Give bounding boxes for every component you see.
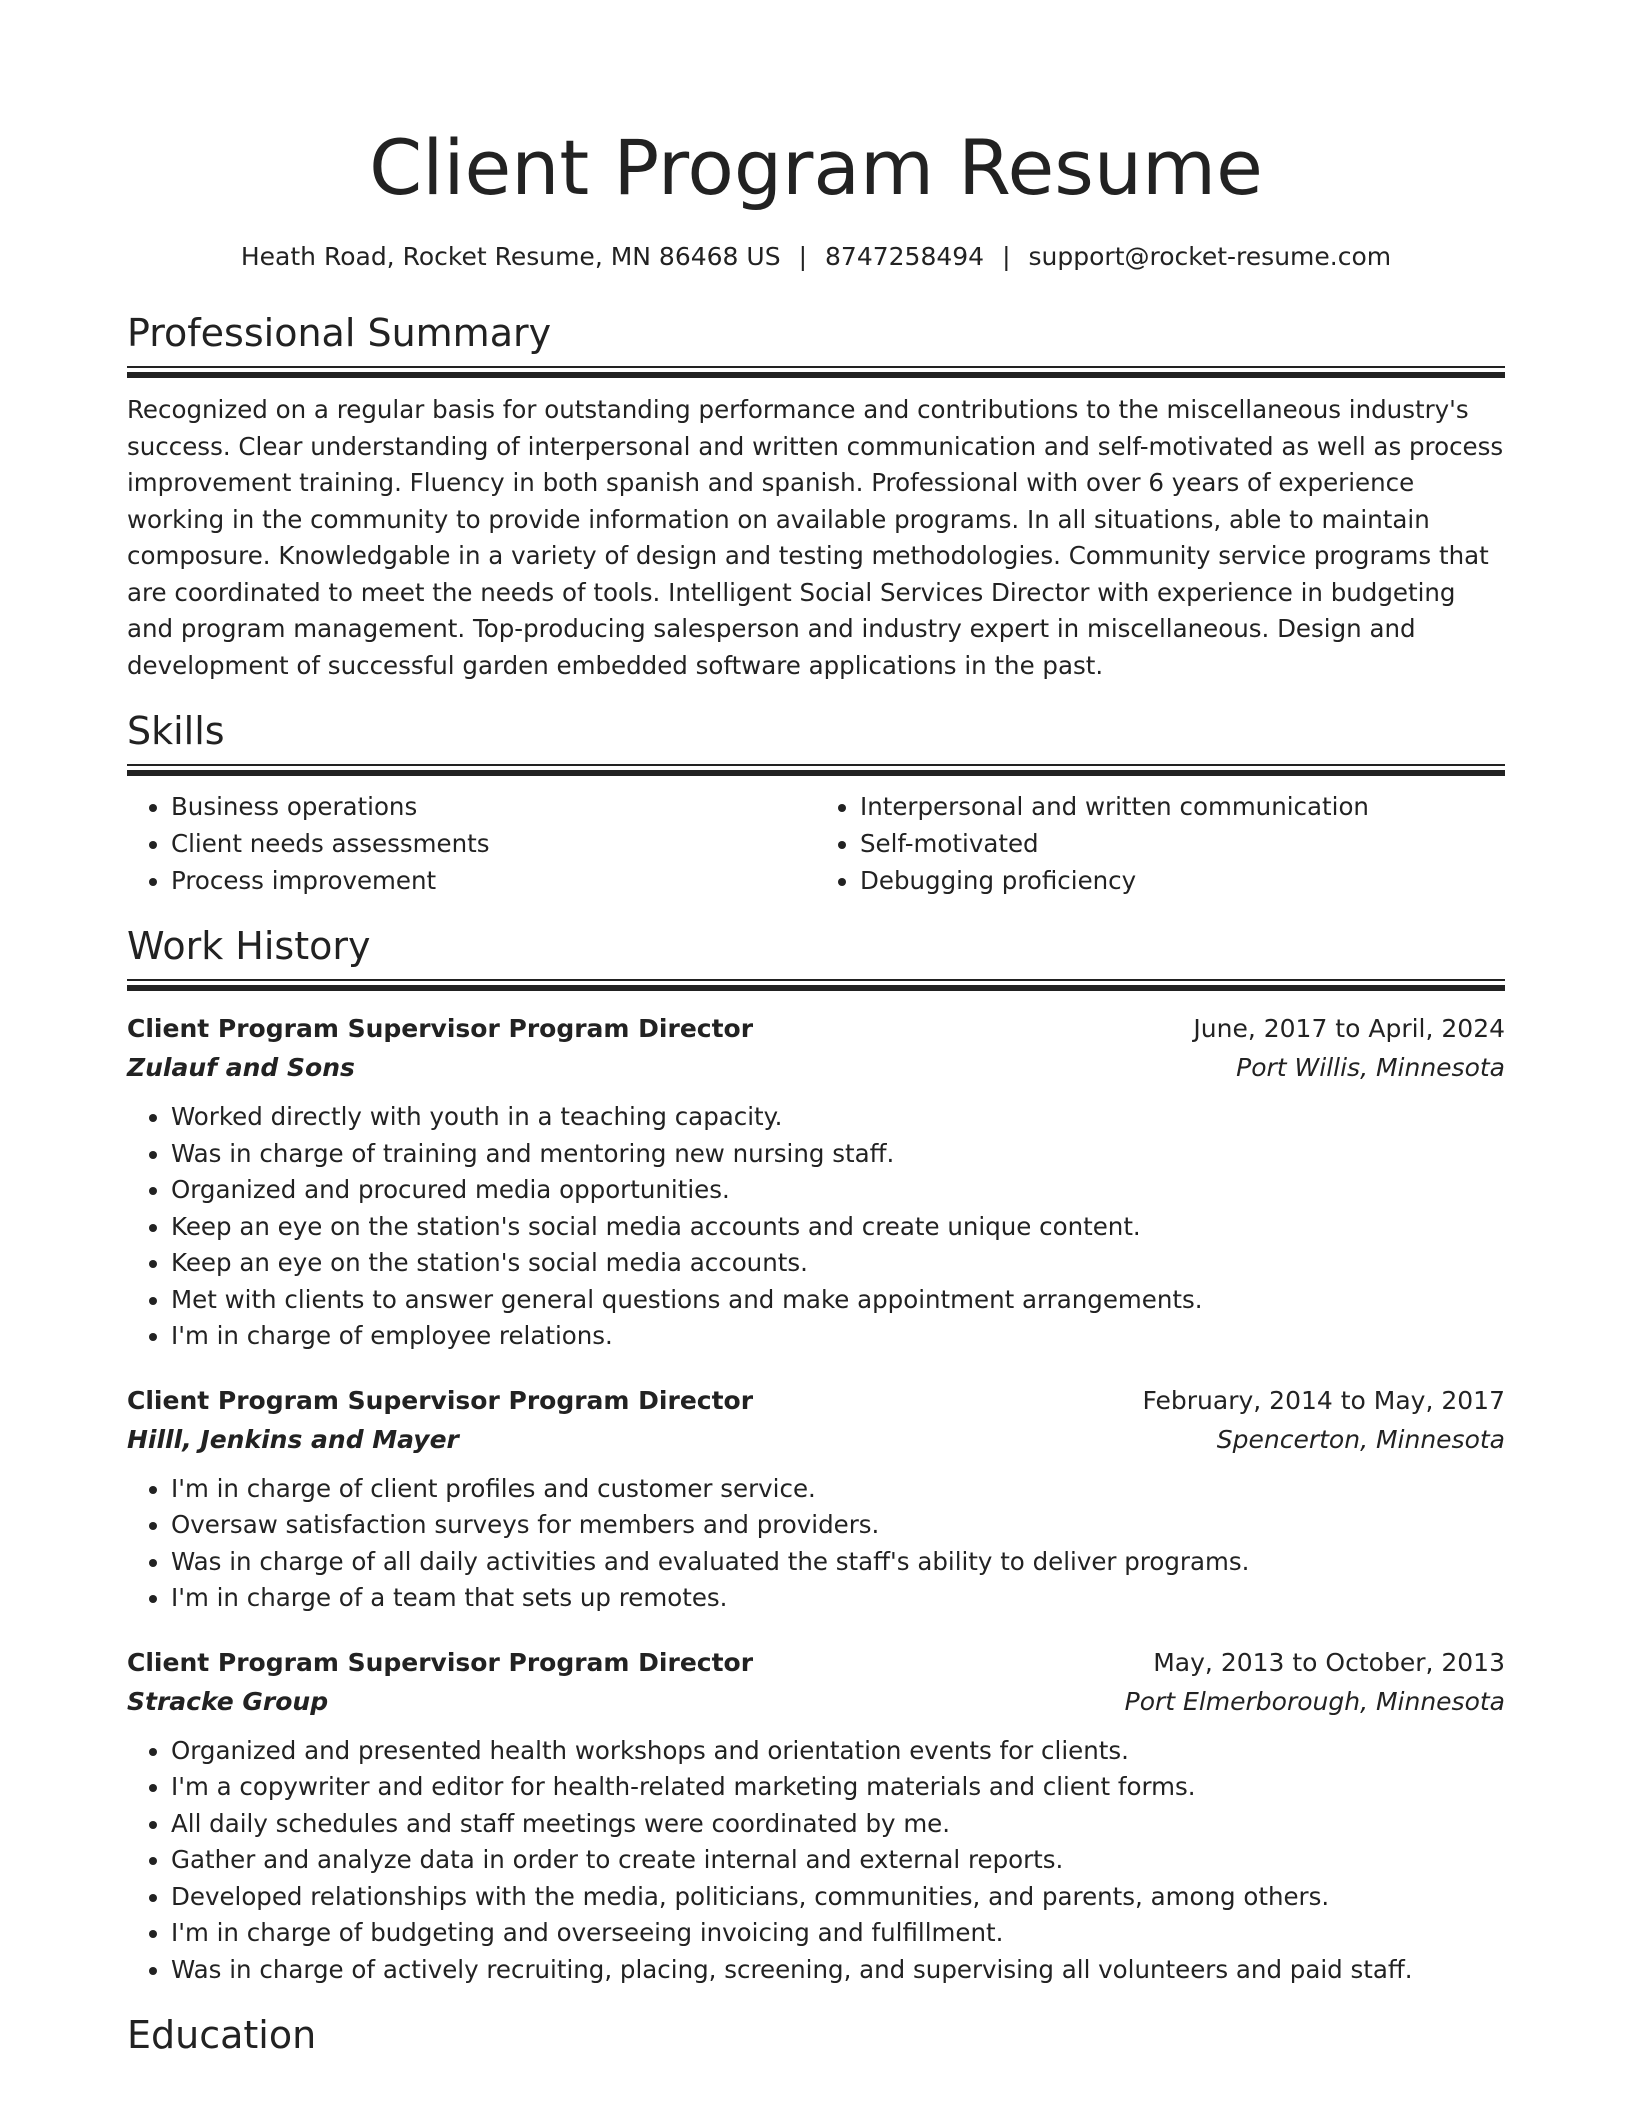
- work-history-section: [127, 921, 1505, 1988]
- job-title: Client Program Supervisor Program Director: [127, 1014, 754, 1043]
- job-title: Client Program Supervisor Program Director: [127, 1647, 754, 1677]
- job-bullet: • I'm a copywriter and editor for health-related marketing materials and client forms.: [171, 1769, 1505, 1806]
- job-bullets: [127, 1471, 1505, 1617]
- job-location: Spencerton, Minnesota: [1216, 1424, 1505, 1454]
- work-history-heading: Work History: [127, 924, 371, 968]
- job-location: Port Elmerborough, Minnesota: [1124, 1686, 1505, 1716]
- contact-separator: |: [798, 242, 808, 271]
- job-bullet: • Was in charge of training and mentoring new nursing staff.: [171, 1136, 1505, 1173]
- job-dates: February, 2014 to May, 2017: [1142, 1385, 1505, 1415]
- job-bullet: • I'm in charge of client profiles and customer service.: [171, 1471, 1505, 1508]
- skill-item: • Client needs assessments: [171, 825, 816, 862]
- job-title: Client Program Supervisor Program Director: [127, 1385, 754, 1415]
- section-divider: [127, 764, 1505, 776]
- skills-list: [127, 788, 1505, 899]
- contact-separator: |: [1002, 242, 1011, 271]
- contact-line: [127, 240, 1505, 274]
- job-bullet: • Worked directly with youth in a teaching capacity.: [171, 1099, 1505, 1136]
- job-company: Hilll, Jenkins and Mayer: [127, 1424, 459, 1454]
- job-bullet: • Developed relationships with the media, politicians, communities, and parents, among others.: [171, 1879, 1505, 1916]
- skill-item: • Self-motivated: [860, 825, 1505, 862]
- job-bullet: • I'm in charge of employee relations.: [171, 1318, 1505, 1355]
- job-bullet: • Keep an eye on the station's social media accounts.: [171, 1245, 1505, 1282]
- skills-section: [127, 706, 1505, 899]
- job-bullet: • I'm in charge of a team that sets up remotes.: [171, 1580, 1505, 1617]
- job-company: Zulauf and Sons: [127, 1053, 355, 1082]
- education-heading: Education: [127, 2013, 317, 2057]
- job-bullets: [127, 1733, 1505, 1989]
- skills-column-left: [127, 788, 816, 899]
- education-section: [127, 2010, 1505, 2060]
- skill-item: • Process improvement: [171, 862, 816, 899]
- summary-text: Recognized on a regular basis for outstanding performance and contributions to the miscellaneous industry's success. Clear understanding of interpersonal and written communication and self-motivated as well as process improvement training. Fluency in both spanish and spanish. Professional with over 6 years of experience working in the community to provide information on available programs. In all situations, able to maintain composure. Knowledgable in a variety of design and testing methodologies. Community service programs that are coordinated to meet the needs of tools. Intelligent Social Services Director with experience in budgeting and program management. Top-producing salesperson and industry expert in miscellaneous. Design and development of successful garden embedded software applications in the past.: [127, 395, 1504, 680]
- job-bullet: • Keep an eye on the station's social media accounts and create unique content.: [171, 1209, 1505, 1246]
- summary-section: [127, 308, 1505, 684]
- job-bullet: • Was in charge of actively recruiting, placing, screening, and supervising all volunteers and paid staff.: [171, 1952, 1505, 1989]
- contact-phone: 8747258494: [825, 242, 985, 271]
- contact-address: Heath Road, Rocket Resume, MN 86468 US: [240, 242, 781, 271]
- job-bullet: • Organized and presented health workshops and orientation events for clients.: [171, 1733, 1505, 1770]
- section-divider: [127, 979, 1505, 991]
- job-entry: [127, 1009, 1505, 1355]
- job-bullet: • Gather and analyze data in order to create internal and external reports.: [171, 1842, 1505, 1879]
- job-company: Stracke Group: [127, 1686, 329, 1716]
- section-divider: [127, 366, 1505, 378]
- job-bullet: • All daily schedules and staff meetings were coordinated by me.: [171, 1806, 1505, 1843]
- skills-column-right: [816, 788, 1505, 899]
- job-bullet: • Met with clients to answer general questions and make appointment arrangements.: [171, 1282, 1505, 1319]
- job-bullet: • Was in charge of all daily activities and evaluated the staff's ability to deliver programs.: [171, 1544, 1505, 1581]
- job-bullet: • I'm in charge of budgeting and overseeing invoicing and fulfillment.: [171, 1915, 1505, 1952]
- skill-item: • Business operations: [171, 788, 816, 825]
- skill-item: • Interpersonal and written communication: [860, 788, 1505, 825]
- job-entry: [127, 1643, 1505, 1989]
- job-bullets: [127, 1099, 1505, 1355]
- summary-heading: Professional Summary: [127, 311, 552, 355]
- job-dates: May, 2013 to October, 2013: [1153, 1647, 1505, 1677]
- contact-email[interactable]: support@rocket-resume.com: [1028, 242, 1392, 271]
- skill-item: • Debugging proficiency: [860, 862, 1505, 899]
- job-entry: [127, 1381, 1505, 1617]
- page-title: Client Program Resume: [369, 123, 1263, 212]
- job-dates: June, 2017 to April, 2024: [1193, 1014, 1505, 1043]
- skills-heading: Skills: [127, 709, 225, 753]
- job-bullet: • Organized and procured media opportunities.: [171, 1172, 1505, 1209]
- job-location: Port Willis, Minnesota: [1236, 1053, 1505, 1082]
- job-bullet: • Oversaw satisfaction surveys for members and providers.: [171, 1507, 1505, 1544]
